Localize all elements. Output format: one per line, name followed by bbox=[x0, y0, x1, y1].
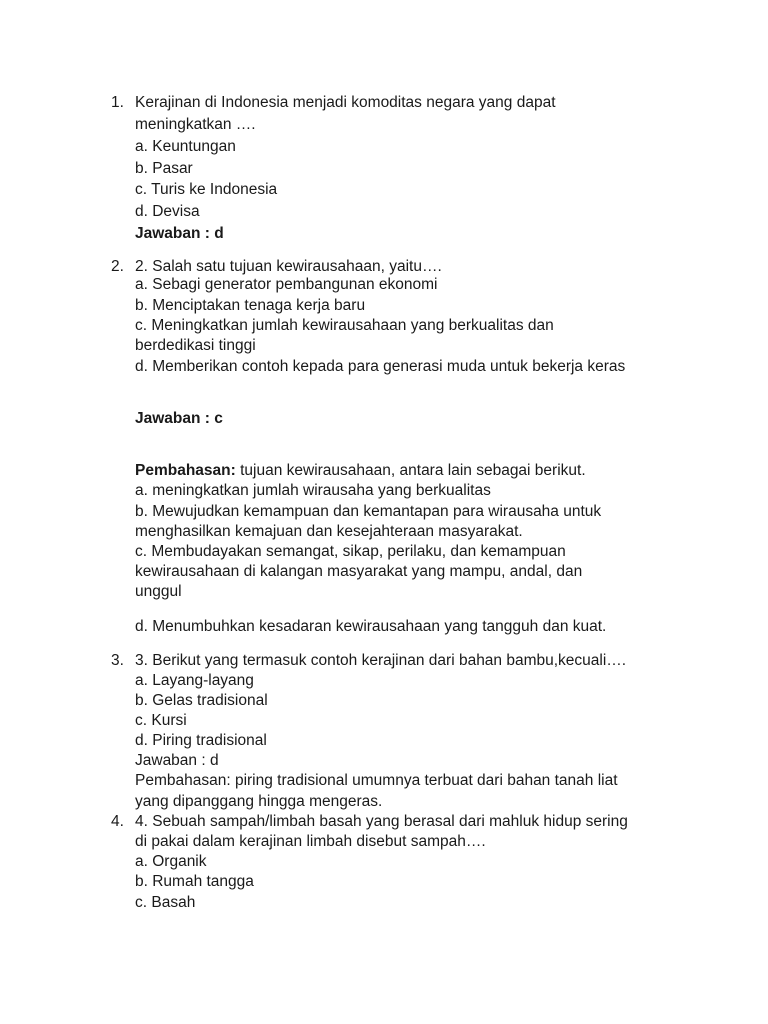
question-text: meningkatkan …. bbox=[135, 116, 256, 133]
option: b. Menciptakan tenaga kerja baru bbox=[135, 297, 366, 314]
option: a. Organik bbox=[135, 853, 207, 870]
question-text: Kerajinan di Indonesia menjadi komoditas negara yang dapat bbox=[135, 94, 556, 111]
discussion-line: unggul bbox=[135, 583, 182, 600]
option: a. Sebagi generator pembangunan ekonomi bbox=[135, 276, 438, 293]
question-number: 4. bbox=[111, 813, 124, 830]
discussion-line: Pembahasan: piring tradisional umumnya terbuat dari bahan tanah liat bbox=[135, 772, 618, 789]
option: c. Kursi bbox=[135, 712, 187, 729]
option: c. Turis ke Indonesia bbox=[135, 181, 278, 198]
answer: Jawaban : d bbox=[135, 225, 224, 242]
question-text: di pakai dalam kerajinan limbah disebut sampah…. bbox=[135, 833, 486, 850]
option: b. Gelas tradisional bbox=[135, 692, 268, 709]
discussion-line: yang dipanggang hingga mengeras. bbox=[135, 793, 383, 810]
question-text: 2. Salah satu tujuan kewirausahaan, yaitu…. bbox=[135, 258, 442, 275]
option: a. Keuntungan bbox=[135, 138, 236, 155]
question-number: 2. bbox=[111, 258, 124, 275]
option: d. Devisa bbox=[135, 203, 200, 220]
discussion-intro-text: tujuan kewirausahaan, antara lain sebagai berikut. bbox=[235, 462, 586, 479]
discussion-line: kewirausahaan di kalangan masyarakat yang mampu, andal, dan bbox=[135, 563, 583, 580]
discussion-line: d. Menumbuhkan kesadaran kewirausahaan yang tangguh dan kuat. bbox=[135, 618, 607, 635]
option: d. Piring tradisional bbox=[135, 732, 267, 749]
discussion-line: a. meningkatkan jumlah wirausaha yang berkualitas bbox=[135, 482, 491, 499]
option: c. Meningkatkan jumlah kewirausahaan yang berkualitas dan bbox=[135, 317, 554, 334]
question-text: 4. Sebuah sampah/limbah basah yang berasal dari mahluk hidup sering bbox=[135, 813, 628, 830]
discussion-label: Pembahasan: bbox=[135, 462, 236, 479]
option: berdedikasi tinggi bbox=[135, 337, 256, 354]
discussion-line: menghasilkan kemajuan dan kesejahteraan masyarakat. bbox=[135, 523, 523, 540]
option: a. Layang-layang bbox=[135, 672, 254, 689]
discussion-line: c. Membudayakan semangat, sikap, perilaku, dan kemampuan bbox=[135, 543, 566, 560]
discussion-line: b. Mewujudkan kemampuan dan kemantapan para wirausaha untuk bbox=[135, 503, 602, 520]
option: c. Basah bbox=[135, 894, 196, 911]
question-number: 3. bbox=[111, 652, 124, 669]
question-number: 1. bbox=[111, 94, 124, 111]
question-text: 3. Berikut yang termasuk contoh kerajinan dari bahan bambu,kecuali…. bbox=[135, 652, 627, 669]
answer: Jawaban : d bbox=[135, 752, 219, 769]
option: b. Rumah tangga bbox=[135, 873, 254, 890]
option: d. Memberikan contoh kepada para generasi muda untuk bekerja keras bbox=[135, 358, 626, 375]
option: b. Pasar bbox=[135, 160, 193, 177]
answer: Jawaban : c bbox=[135, 410, 223, 427]
discussion-intro bbox=[135, 461, 586, 481]
